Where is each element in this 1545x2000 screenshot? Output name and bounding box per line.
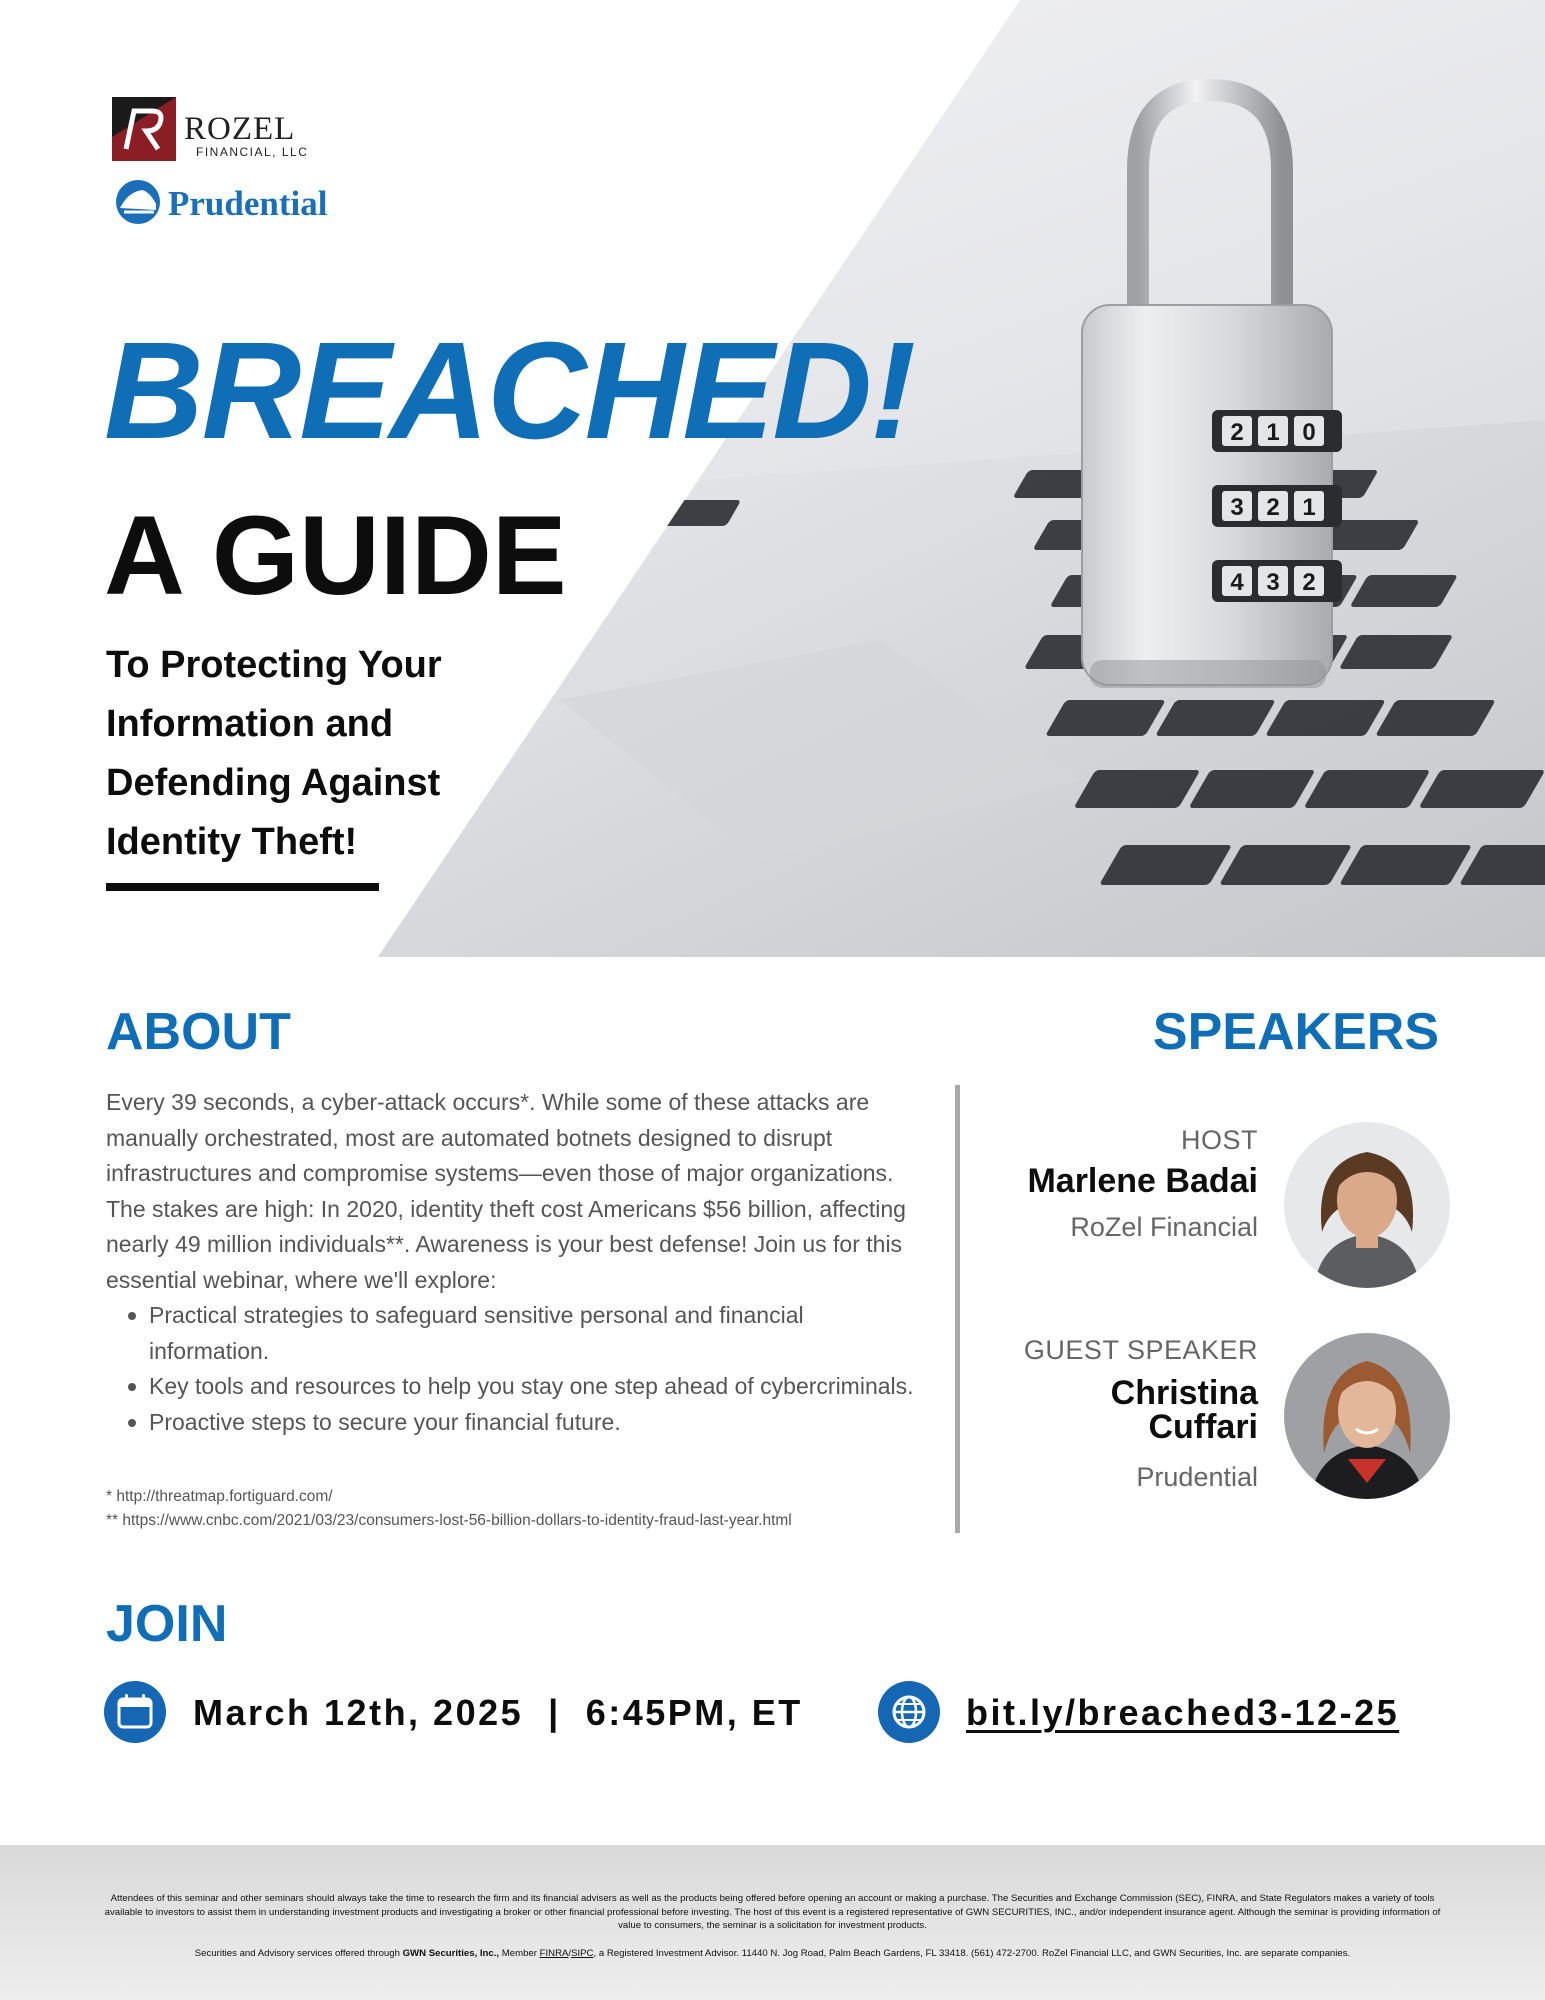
guest-avatar: [1284, 1333, 1450, 1499]
about-paragraph: Every 39 seconds, a cyber-attack occurs*. While some of these attacks are manually orchestrated, most are automated botnets designed to disrupt infrastructures and compromise systems—even those of major organizations. The stakes are high: In 2020, identity theft cost Americans $56 billion, affecting nearly 49 million individuals**. Awareness is your best defense! Join us for this essential webinar, where we'll explore:: [106, 1089, 906, 1293]
rozel-financial-logo: [112, 97, 312, 161]
about-bullet-list: [106, 1298, 926, 1440]
tagline-line: To Protecting Your: [106, 644, 442, 686]
tagline-line: Information and: [106, 703, 394, 745]
about-description: [106, 1085, 926, 1440]
footnotes: [106, 1485, 792, 1533]
host-avatar: [1284, 1122, 1450, 1288]
host-portrait-icon: [1284, 1122, 1450, 1288]
page-subtitle: A GUIDE: [104, 493, 567, 618]
footer-slash: /: [568, 1948, 572, 1959]
tagline-line: Defending Against: [106, 762, 441, 804]
footer-member: Member: [499, 1948, 540, 1959]
footer-services: [100, 1947, 1445, 1961]
globe-glyph: [878, 1681, 940, 1743]
about-heading: ABOUT: [106, 1003, 291, 1061]
host-org: RoZel Financial: [1070, 1212, 1258, 1243]
host-speaker: [1027, 1124, 1258, 1245]
list-item-text: Practical strategies to safeguard sensitive personal and financial information.: [149, 1302, 804, 1364]
dial-digit: 4: [1230, 569, 1244, 596]
bullet-icon: [128, 1383, 136, 1391]
webinar-link[interactable]: bit.ly/breached3-12-25: [966, 1692, 1400, 1733]
rozel-wordmark: ROZEL: [184, 111, 296, 147]
calendar-glyph: [104, 1681, 166, 1743]
footnote: ** https://www.cnbc.com/2021/03/23/consumers-lost-56-billion-dollars-to-identity-fraud-last-year.html: [106, 1512, 792, 1529]
host-name: Marlene Badai: [1027, 1162, 1258, 1201]
list-item-text: Key tools and resources to help you stay one step ahead of cybercriminals.: [149, 1373, 914, 1399]
dial-digit: 2: [1230, 419, 1244, 446]
list-item: [106, 1369, 926, 1405]
bullet-icon: [128, 1419, 136, 1427]
guest-speaker: [1024, 1334, 1258, 1495]
speakers-heading: SPEAKERS: [1152, 1003, 1439, 1061]
guest-name-last: Cuffari: [1148, 1408, 1258, 1447]
footer-services-suffix: , a Registered Investment Advisor. 11440 N. Jog Road, Palm Beach Gardens, FL 33418. (561) 472-2700. RoZel Financial LLC, and GWN Securities, Inc. are separate companies.: [593, 1948, 1351, 1959]
list-item: [106, 1405, 926, 1441]
title-underline-divider: [106, 883, 379, 891]
footnote: * http://threatmap.fortiguard.com/: [106, 1488, 333, 1505]
globe-icon: [878, 1681, 940, 1743]
prudential-rock-icon: [114, 178, 162, 226]
rozel-subtitle: FINANCIAL, LLC: [196, 145, 309, 159]
combination-dials: [1212, 410, 1342, 602]
dial-digit: 2: [1266, 494, 1280, 521]
finra-link[interactable]: FINRA: [539, 1948, 569, 1959]
footer-gwn: GWN Securities, Inc.,: [402, 1948, 500, 1959]
host-role: HOST: [1180, 1125, 1258, 1155]
join-heading: JOIN: [106, 1595, 228, 1653]
event-date-time: March 12th, 2025 | 6:45PM, ET: [193, 1692, 803, 1733]
dial-digit: 0: [1302, 419, 1316, 446]
guest-role: GUEST SPEAKER: [1023, 1335, 1258, 1365]
guest-portrait-icon: [1284, 1333, 1450, 1499]
tagline: [106, 636, 526, 872]
guest-name-first: Christina: [1110, 1374, 1258, 1413]
sipc-link[interactable]: SIPC: [571, 1948, 594, 1959]
dial-digit: 3: [1266, 569, 1280, 596]
dial-digit: 1: [1266, 419, 1280, 446]
hero-banner: [0, 0, 1545, 957]
dial-digit: 2: [1302, 569, 1316, 596]
tagline-line: Identity Theft!: [106, 821, 358, 863]
bullet-icon: [128, 1312, 136, 1320]
prudential-logo: [114, 178, 354, 228]
footer-disclaimer: Attendees of this seminar and other seminars should always take the time to research the firm and its financial advisers as well as the products being offered before opening an account or making a purchase. The Securities and Exchange Commission (SEC), FINRA, and State Regulators makes a variety of tools available to investors to assist them in understanding investment products and investigating a broker or other financial professional before investing. The host of this event is a registered representative of GWN SECURITIES, INC., and/or independent insurance agent. Although the seminar is providing information of value to consumers, the seminar is a solicitation for investment products.: [104, 1893, 1441, 1931]
footer: [0, 1845, 1545, 2000]
list-item-text: Proactive steps to secure your financial future.: [149, 1408, 621, 1435]
rozel-logo-mark-icon: [112, 97, 176, 161]
dial-digit: 1: [1302, 494, 1316, 521]
guest-org: Prudential: [1136, 1462, 1258, 1493]
list-item: [106, 1298, 926, 1369]
footer-services-prefix: Securities and Advisory services offered through: [194, 1948, 403, 1959]
prudential-wordmark: Prudential: [168, 184, 328, 223]
calendar-icon: [104, 1681, 166, 1743]
vertical-divider: [955, 1085, 960, 1533]
dial-digit: 3: [1230, 494, 1244, 521]
page-title: BREACHED!: [104, 314, 914, 468]
